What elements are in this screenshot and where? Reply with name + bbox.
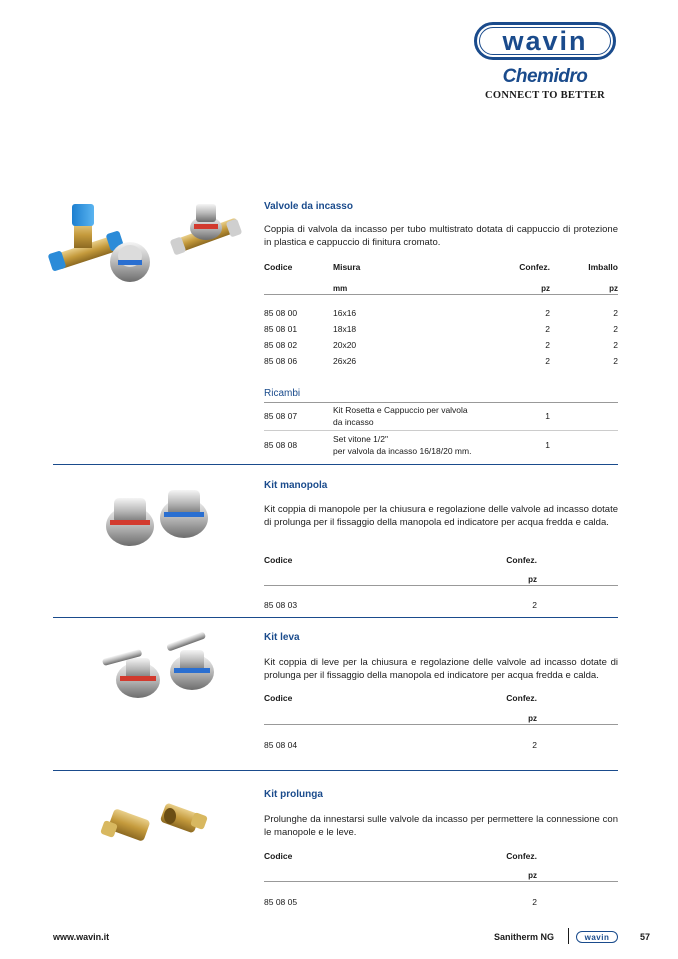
footer-product-line: Sanitherm NG <box>494 932 555 942</box>
wavin-logo <box>474 22 616 60</box>
row-misura: 26x26 <box>333 356 357 366</box>
section-divider <box>53 617 618 618</box>
footer-website: www.wavin.it <box>53 932 110 942</box>
valvole-product-image <box>48 198 248 288</box>
leva-table-divider <box>264 724 618 725</box>
prolunga-table-divider <box>264 881 618 882</box>
row-codice: 85 08 08 <box>264 440 298 450</box>
row-codice: 85 08 01 <box>264 324 298 334</box>
leva-title: Kit leva <box>264 632 300 643</box>
row-imballo: 2 <box>613 308 618 318</box>
row-codice: 85 08 03 <box>264 600 298 610</box>
manopola-description: Kit coppia di manopole per la chiusura e regolazione delle valvole ad incasso dotate di prolunga per il fissaggio della manopola ed indicatore per acqua fredda e calda. <box>264 504 618 528</box>
manopola-header-codice: Codice <box>264 555 293 565</box>
manopola-table-divider <box>264 585 618 586</box>
row-confez: 2 <box>545 324 550 334</box>
footer-divider <box>568 928 569 944</box>
row-codice: 85 08 07 <box>264 411 298 421</box>
valvole-unit-misura: mm <box>333 284 348 293</box>
footer-wavin-logo <box>576 931 618 943</box>
row-description-line1: Set vitone 1/2" <box>333 434 388 444</box>
valvole-header-confez: Confez. <box>519 262 550 272</box>
row-description-line1: Kit Rosetta e Cappuccio per valvola <box>333 405 468 415</box>
chemidro-logo: Chemidro <box>502 66 588 87</box>
brand-logo <box>470 22 620 101</box>
valvole-header-codice: Codice <box>264 262 293 272</box>
row-confez: 2 <box>545 308 550 318</box>
ricambi-title: Ricambi <box>264 388 301 399</box>
leva-unit-confez: pz <box>528 714 537 723</box>
page-number: 57 <box>640 932 651 942</box>
valvole-table-divider <box>264 294 618 295</box>
row-confez: 2 <box>532 897 537 907</box>
row-codice: 85 08 04 <box>264 740 298 750</box>
valvole-header-misura: Misura <box>333 262 361 272</box>
valvole-header-imballo: Imballo <box>588 262 618 272</box>
row-confez: 2 <box>545 340 550 350</box>
row-confez: 2 <box>545 356 550 366</box>
section-divider <box>53 770 618 771</box>
leva-header-confez: Confez. <box>506 693 537 703</box>
row-misura: 20x20 <box>333 340 357 350</box>
row-confez: 2 <box>532 600 537 610</box>
manopola-title: Kit manopola <box>264 480 328 491</box>
row-misura: 16x16 <box>333 308 357 318</box>
row-description-line2: per valvola da incasso 16/18/20 mm. <box>333 446 472 456</box>
valvole-unit-confez: pz <box>541 284 550 293</box>
wavin-logo-text: wavin <box>502 25 588 56</box>
row-description-line2: da incasso <box>333 417 374 427</box>
ricambi-divider-top <box>264 402 618 403</box>
manopola-product-image <box>100 484 220 550</box>
row-codice: 85 08 02 <box>264 340 298 350</box>
prolunga-header-confez: Confez. <box>506 851 537 861</box>
prolunga-product-image <box>100 800 210 850</box>
row-imballo: 2 <box>613 356 618 366</box>
valvole-title: Valvole da incasso <box>264 201 353 212</box>
prolunga-description: Prolunghe da innestarsi sulle valvole da incasso per permettere la connessione con le manopole e le leve. <box>264 814 618 838</box>
row-codice: 85 08 05 <box>264 897 298 907</box>
row-confez: 1 <box>545 411 550 421</box>
brand-tagline: CONNECT TO BETTER <box>484 90 606 101</box>
ricambi-divider-mid <box>264 430 618 431</box>
prolunga-title: Kit prolunga <box>264 789 323 800</box>
row-misura: 18x18 <box>333 324 357 334</box>
manopola-unit-confez: pz <box>528 575 537 584</box>
row-codice: 85 08 00 <box>264 308 298 318</box>
section-divider <box>53 464 618 465</box>
row-confez: 1 <box>545 440 550 450</box>
row-confez: 2 <box>532 740 537 750</box>
row-imballo: 2 <box>613 324 618 334</box>
valvole-description: Coppia di valvola da incasso per tubo multistrato dotata di cappuccio di protezione in plastica e cappuccio di finitura cromato. <box>264 224 618 248</box>
prolunga-header-codice: Codice <box>264 851 293 861</box>
leva-description: Kit coppia di leve per la chiusura e regolazione delle valvole ad incasso dotate di prolunga per il fissaggio della manopola ed indicatore per acqua fredda e calda. <box>264 657 618 681</box>
row-imballo: 2 <box>613 340 618 350</box>
valvole-unit-imballo: pz <box>609 284 618 293</box>
leva-header-codice: Codice <box>264 693 293 703</box>
footer-logo-text: wavin <box>584 932 610 942</box>
prolunga-unit-confez: pz <box>528 871 537 880</box>
leva-product-image <box>100 632 220 702</box>
row-codice: 85 08 06 <box>264 356 298 366</box>
manopola-header-confez: Confez. <box>506 555 537 565</box>
